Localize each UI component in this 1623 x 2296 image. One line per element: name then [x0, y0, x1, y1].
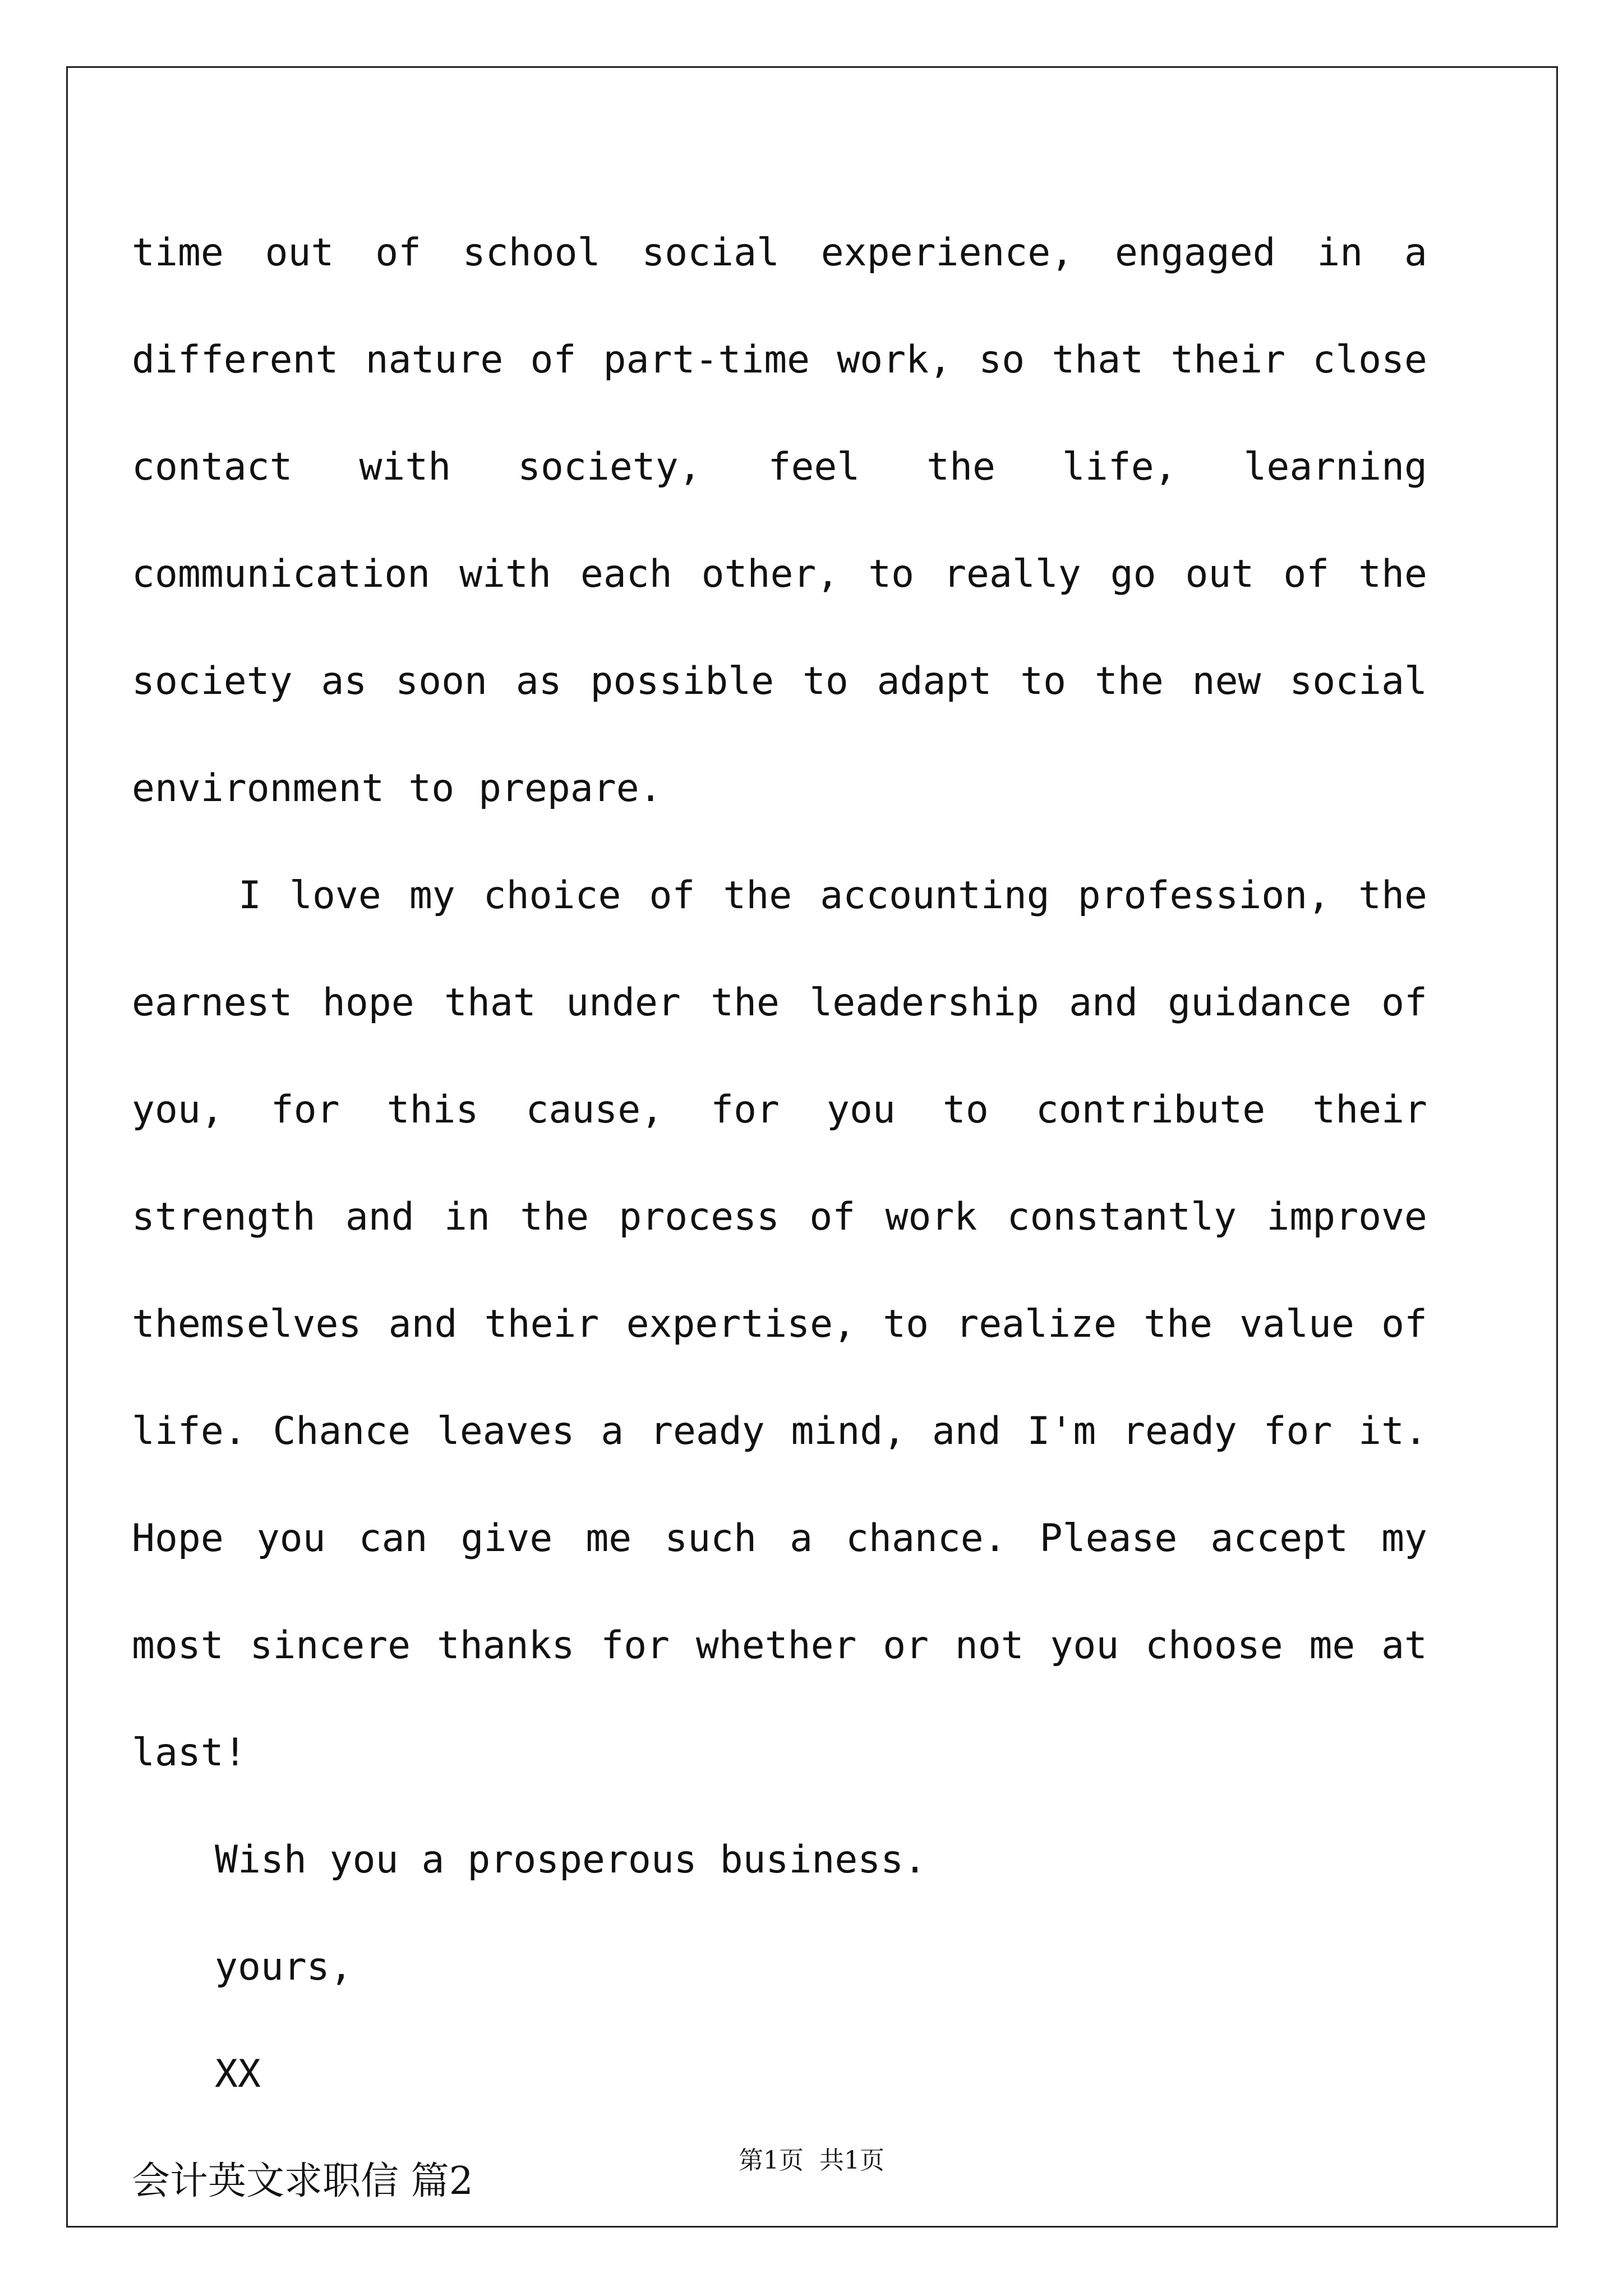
page-footer: 第1页 共1页 [739, 2146, 884, 2175]
signoff: yours, [215, 1945, 353, 1989]
document-body [132, 199, 1427, 2235]
paragraph-accounting-profession: I love my choice of the accounting profession, the earnest hope that under the leadership and guidance of you, for this cause, for you to contribute their strength and in the process of work constantly improve themselves and their expertise, to realize the value of life. Chance leaves a ready mind, and I'm ready for it. Hope you can give me such a chance. Please accept my most sincere thanks for whether or not you choose me at last! [132, 873, 1427, 1775]
paragraph-continued: time out of school social experience, engaged in a different nature of part-time work, so that their close contact with society, feel the life, learning communication with each other, to really go out of the society as soon as possible to adapt to the new social environment to prepare. [132, 231, 1427, 811]
signature: XX [215, 2052, 261, 2096]
closing-wish: Wish you a prosperous business. [215, 1838, 927, 1882]
section-heading: 会计英文求职信 篇2 [132, 2159, 473, 2203]
